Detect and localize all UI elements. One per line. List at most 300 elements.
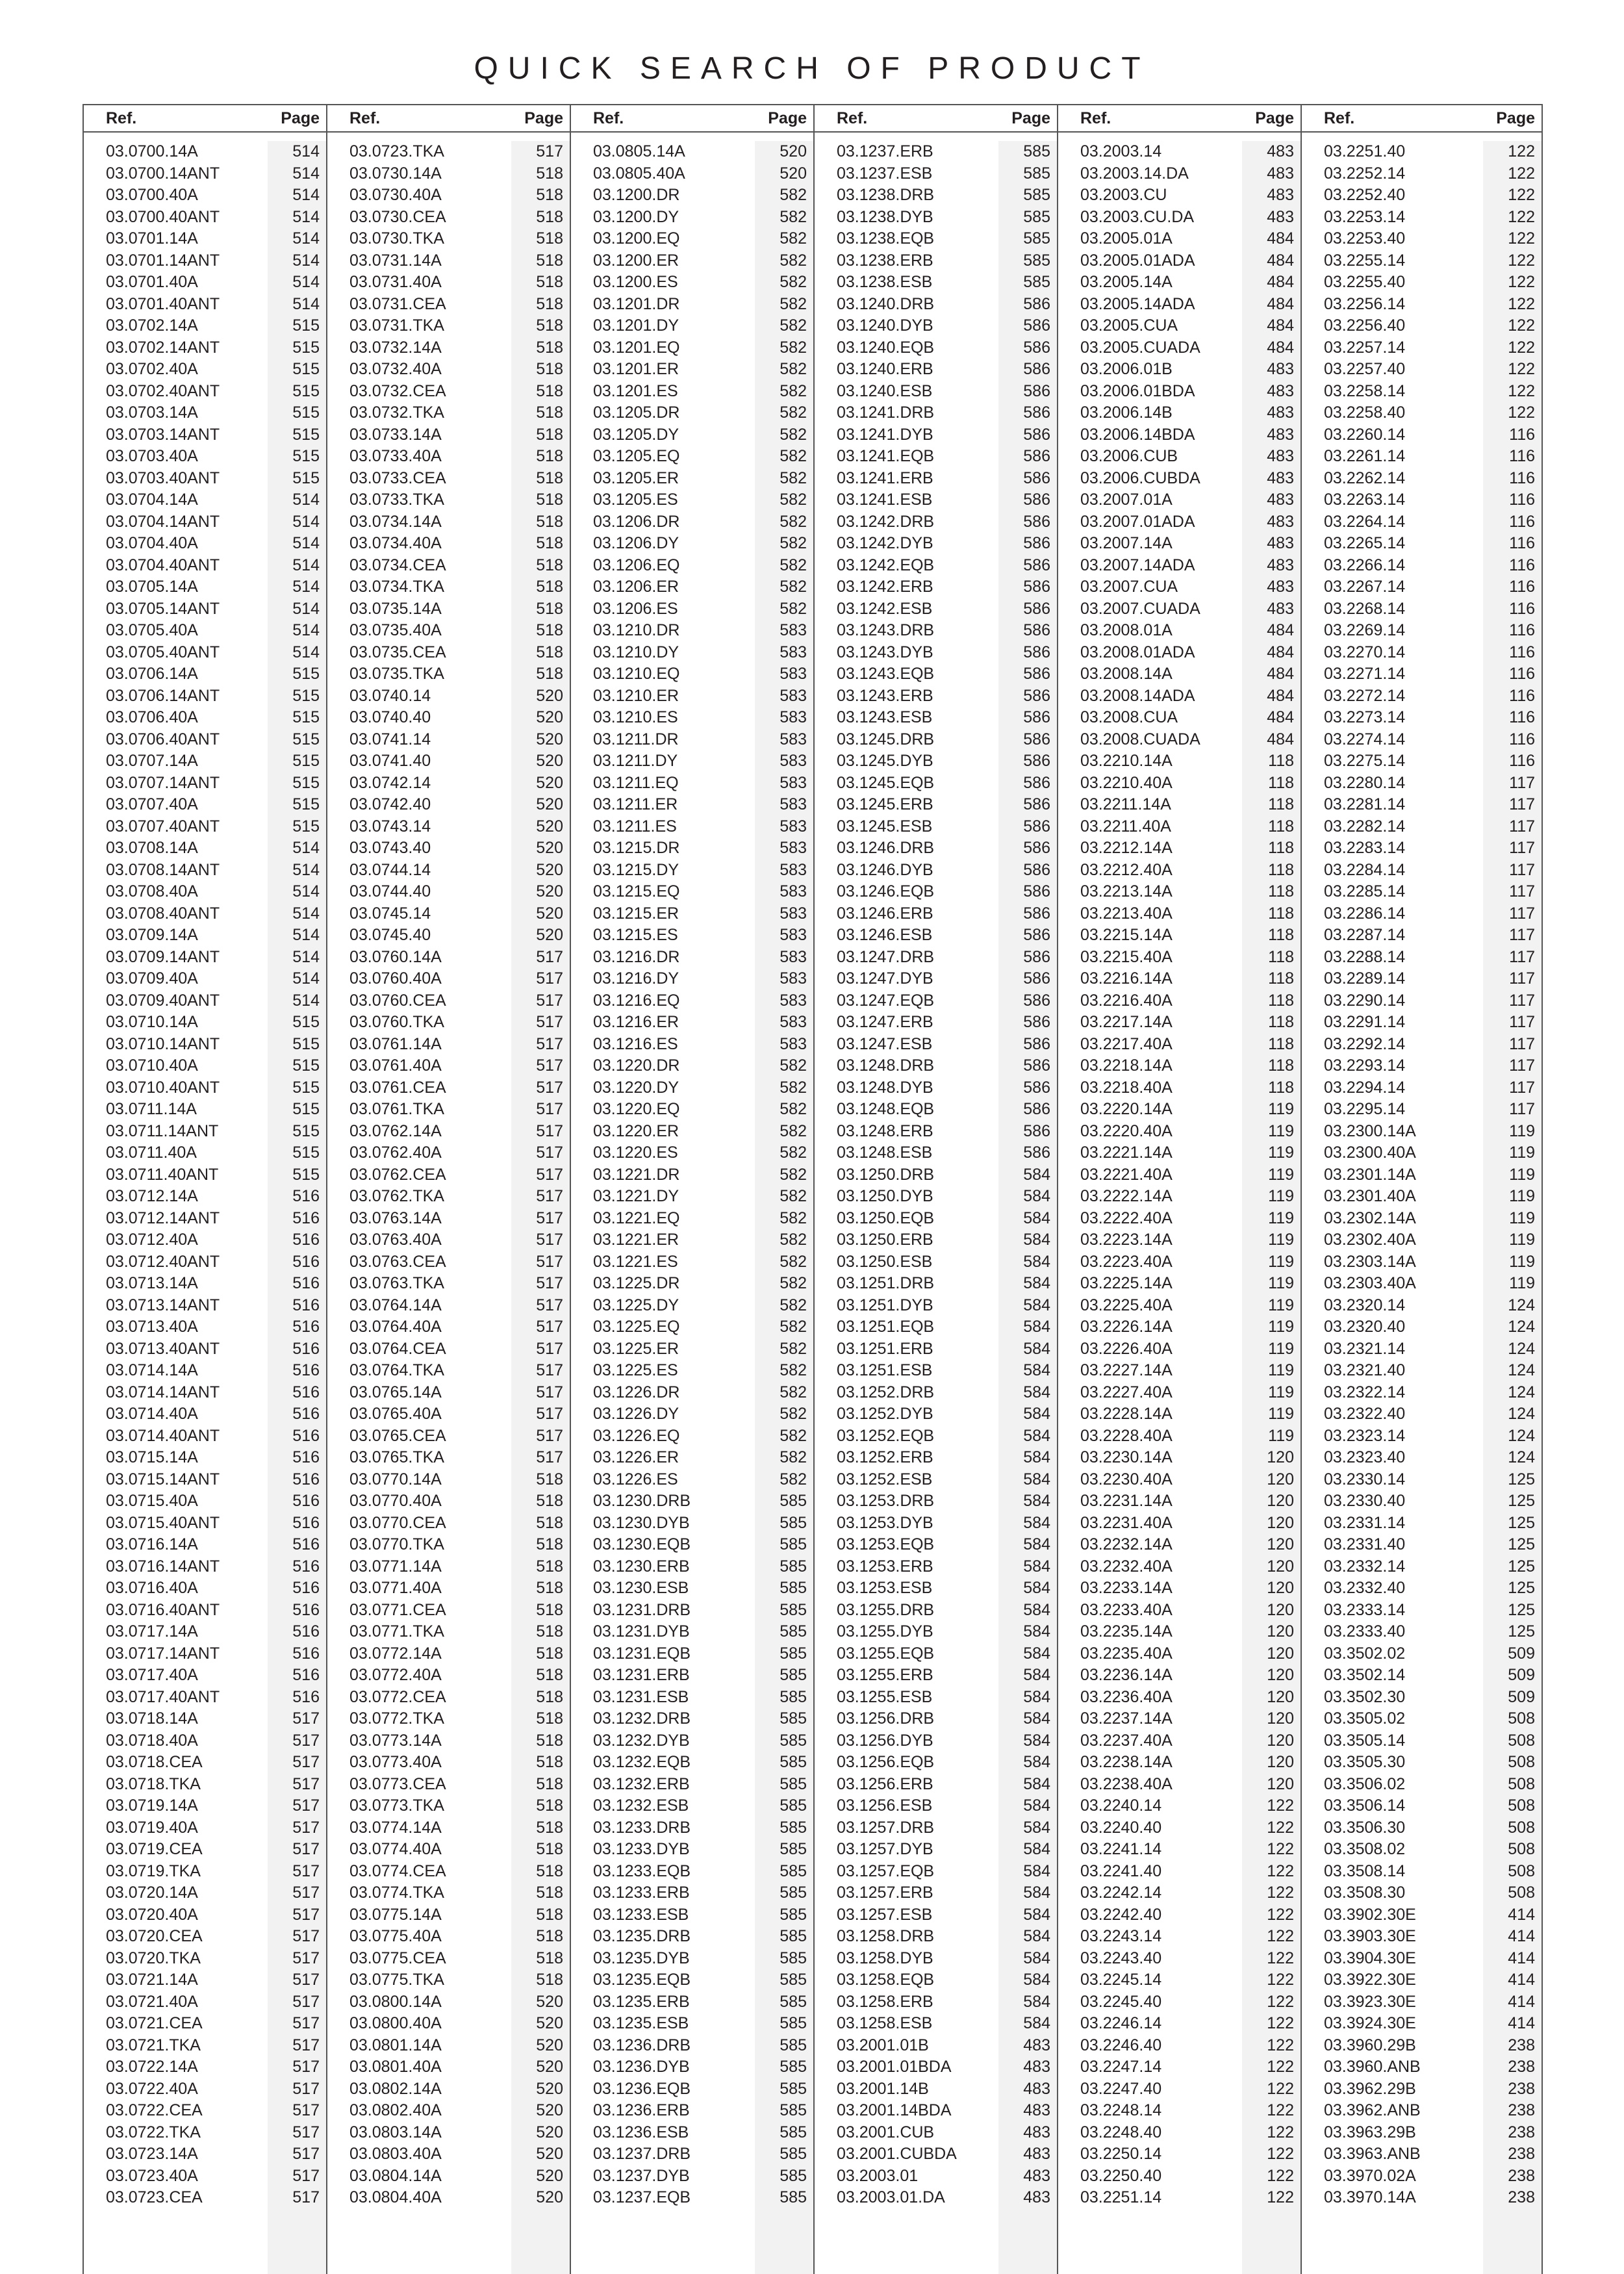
table-row <box>1058 642 1300 664</box>
table-row <box>571 750 813 773</box>
table-row <box>327 272 570 294</box>
ref-cell: 03.0712.40ANT <box>106 1252 220 1271</box>
table-row <box>571 1969 813 1991</box>
table-row <box>1058 1469 1300 1491</box>
page-cell: 483 <box>1023 2036 1050 2054</box>
ref-cell: 03.1201.DR <box>593 294 680 313</box>
table-row <box>84 620 326 642</box>
page-cell: 514 <box>292 251 320 270</box>
page-cell: 518 <box>536 1818 563 1837</box>
ref-cell: 03.0716.40A <box>106 1579 198 1597</box>
page-cell: 483 <box>1267 381 1294 400</box>
table-row <box>815 816 1057 838</box>
table-row <box>815 1469 1057 1491</box>
page-cell: 515 <box>292 686 320 705</box>
ref-cell: 03.0772.TKA <box>349 1709 444 1728</box>
table-row <box>571 1600 813 1622</box>
ref-cell: 03.0707.14ANT <box>106 773 220 792</box>
page-cell: 517 <box>292 2058 320 2076</box>
table-row <box>1058 359 1300 381</box>
ref-cell: 03.0722.14A <box>106 2058 198 2076</box>
table-row <box>1302 2187 1542 2209</box>
table-row <box>571 1208 813 1230</box>
page-cell: 517 <box>292 2188 320 2206</box>
page-cell: 585 <box>780 1948 807 1967</box>
table-row <box>1058 1164 1300 1186</box>
ref-cell: 03.0770.CEA <box>349 1513 446 1532</box>
ref-cell: 03.0722.TKA <box>106 2123 201 2141</box>
ref-cell: 03.1210.ER <box>593 686 679 705</box>
ref-cell: 03.0714.40A <box>106 1405 198 1423</box>
table-row <box>327 1991 570 2013</box>
table-row <box>84 1077 326 1099</box>
ref-cell: 03.0760.TKA <box>349 1013 444 1031</box>
table-row <box>84 1403 326 1425</box>
ref-cell: 03.1240.DYB <box>837 316 933 335</box>
ref-cell: 03.2232.14A <box>1080 1535 1173 1553</box>
table-row <box>571 207 813 229</box>
page-cell: 583 <box>780 773 807 792</box>
ref-cell: 03.2260.14 <box>1324 425 1406 444</box>
page-cell: 517 <box>292 1840 320 1858</box>
ref-cell: 03.0762.14A <box>349 1121 442 1140</box>
page-cell: 122 <box>1267 1905 1294 1924</box>
page-cell: 583 <box>780 882 807 901</box>
page-cell: 517 <box>292 1731 320 1750</box>
page-cell: 584 <box>1023 1774 1050 1793</box>
page-cell: 515 <box>292 1100 320 1118</box>
page-cell: 586 <box>1023 556 1050 574</box>
ref-cell: 03.0733.TKA <box>349 491 444 509</box>
table-row <box>327 1077 570 1099</box>
page-cell: 517 <box>536 991 563 1010</box>
page-cell: 582 <box>780 1274 807 1292</box>
table-row <box>1302 1926 1542 1948</box>
table-row <box>327 555 570 577</box>
table-row <box>84 750 326 773</box>
page-cell: 520 <box>536 2188 563 2206</box>
ref-cell: 03.2266.14 <box>1324 556 1406 574</box>
page-cell: 483 <box>1023 2079 1050 2098</box>
ref-cell: 03.2221.14A <box>1080 1143 1173 1162</box>
page-cell: 119 <box>1268 1405 1294 1423</box>
page-cell: 117 <box>1509 904 1535 923</box>
ref-cell: 03.1221.DR <box>593 1165 680 1184</box>
table-row <box>571 381 813 403</box>
table-row <box>327 294 570 316</box>
page-cell: 122 <box>1508 142 1535 160</box>
page-cell: 484 <box>1267 730 1294 748</box>
page-cell: 120 <box>1267 1731 1294 1750</box>
page-cell: 583 <box>780 1034 807 1053</box>
table-row <box>327 1164 570 1186</box>
page-cell: 516 <box>292 1296 320 1314</box>
ref-cell: 03.2227.40A <box>1080 1383 1173 1401</box>
ref-cell: 03.1245.ERB <box>837 795 933 813</box>
page-cell: 518 <box>536 1861 563 1880</box>
ref-cell: 03.2255.40 <box>1324 273 1406 291</box>
ref-cell: 03.1250.DRB <box>837 1165 935 1184</box>
ref-cell: 03.0700.40A <box>106 186 198 204</box>
page-cell: 122 <box>1267 2166 1294 2185</box>
ref-cell: 03.2006.14B <box>1080 403 1173 422</box>
ref-cell: 03.1230.ESB <box>593 1579 689 1597</box>
ref-cell: 03.0719.CEA <box>106 1840 203 1858</box>
page-cell: 516 <box>292 1252 320 1271</box>
ref-cell: 03.2226.14A <box>1080 1318 1173 1336</box>
page-cell: 518 <box>536 425 563 444</box>
table-row <box>571 1534 813 1556</box>
ref-cell: 03.0721.CEA <box>106 2014 203 2032</box>
ref-header: Ref. <box>837 109 868 127</box>
page-cell: 586 <box>1023 534 1050 552</box>
page-cell: 582 <box>780 1339 807 1358</box>
page-cell: 514 <box>292 839 320 857</box>
table-row <box>84 1882 326 1904</box>
ref-cell: 03.0710.14ANT <box>106 1034 220 1053</box>
ref-cell: 03.0719.TKA <box>106 1861 201 1880</box>
table-row <box>84 1142 326 1164</box>
page-cell: 584 <box>1023 1274 1050 1292</box>
table-row <box>84 1251 326 1273</box>
table-row <box>571 163 813 185</box>
table-row <box>571 533 813 555</box>
ref-cell: 03.0773.40A <box>349 1753 442 1771</box>
table-row <box>1058 468 1300 490</box>
ref-cell: 03.0765.40A <box>349 1405 442 1423</box>
table-row <box>84 1969 326 1991</box>
table-row <box>327 947 570 969</box>
page-cell: 117 <box>1509 773 1535 792</box>
ref-cell: 03.2300.40A <box>1324 1143 1416 1162</box>
table-row <box>1058 729 1300 751</box>
ref-cell: 03.0805.40A <box>593 164 685 183</box>
ref-cell: 03.3508.14 <box>1324 1861 1406 1880</box>
table-row <box>1302 620 1542 642</box>
ref-cell: 03.0709.14A <box>106 926 198 944</box>
page-cell: 118 <box>1268 795 1294 813</box>
page-cell: 516 <box>292 1231 320 1249</box>
page-cell: 514 <box>292 969 320 988</box>
page-cell: 518 <box>536 229 563 248</box>
page-cell: 122 <box>1267 1971 1294 1989</box>
table-row <box>815 1730 1057 1752</box>
table-row <box>327 685 570 708</box>
table-row <box>571 1991 813 2013</box>
table-row <box>571 1795 813 1817</box>
table-row <box>815 1012 1057 1034</box>
page-cell: 124 <box>1508 1426 1535 1445</box>
table-row <box>571 1338 813 1361</box>
ref-cell: 03.0735.14A <box>349 599 442 618</box>
table-row <box>571 1164 813 1186</box>
table-row <box>327 750 570 773</box>
ref-cell: 03.0713.40ANT <box>106 1339 220 1358</box>
ref-cell: 03.0734.40A <box>349 534 442 552</box>
page-cell: 584 <box>1023 1557 1050 1576</box>
ref-cell: 03.0801.14A <box>349 2036 442 2054</box>
page-cell: 483 <box>1267 534 1294 552</box>
table-row <box>1302 1360 1542 1382</box>
page-cell: 518 <box>536 621 563 639</box>
table-row <box>1058 185 1300 207</box>
ref-cell: 03.1200.EQ <box>593 229 680 248</box>
page-cell: 484 <box>1267 686 1294 705</box>
table-row <box>327 1795 570 1817</box>
page-cell: 585 <box>1023 229 1050 248</box>
table-row <box>1302 1338 1542 1361</box>
ref-cell: 03.1256.ESB <box>837 1796 933 1815</box>
ref-cell: 03.2275.14 <box>1324 752 1406 770</box>
ref-cell: 03.2232.40A <box>1080 1557 1173 1576</box>
ref-cell: 03.0772.CEA <box>349 1687 446 1706</box>
page-cell: 516 <box>292 1687 320 1706</box>
page-cell: 120 <box>1267 1687 1294 1706</box>
table-row <box>84 729 326 751</box>
page-cell: 483 <box>1267 186 1294 204</box>
table-row <box>84 533 326 555</box>
ref-cell: 03.2287.14 <box>1324 926 1406 944</box>
table-row <box>1058 228 1300 250</box>
ref-cell: 03.1221.DY <box>593 1187 679 1205</box>
table-row <box>571 1316 813 1338</box>
page-cell: 414 <box>1508 1905 1535 1924</box>
page-cell: 520 <box>536 904 563 923</box>
ref-cell: 03.1251.DYB <box>837 1296 933 1314</box>
page-cell: 586 <box>1023 991 1050 1010</box>
table-row <box>571 1948 813 1970</box>
page-cell: 116 <box>1509 512 1535 531</box>
ref-cell: 03.2333.40 <box>1324 1622 1406 1641</box>
table-row <box>1058 1316 1300 1338</box>
ref-cell: 03.2292.14 <box>1324 1034 1406 1053</box>
ref-cell: 03.1230.DYB <box>593 1513 690 1532</box>
table-row <box>571 1077 813 1099</box>
page-cell: 122 <box>1267 2101 1294 2119</box>
page-cell: 483 <box>1267 556 1294 574</box>
ref-cell: 03.0723.40A <box>106 2166 198 2185</box>
ref-cell: 03.2227.14A <box>1080 1361 1173 1379</box>
page-cell: 518 <box>536 1948 563 1967</box>
ref-cell: 03.2302.14A <box>1324 1208 1416 1227</box>
page-cell: 124 <box>1508 1296 1535 1314</box>
table-row <box>327 185 570 207</box>
ref-cell: 03.3506.30 <box>1324 1818 1406 1837</box>
table-row <box>327 141 570 163</box>
page-cell: 238 <box>1508 2188 1535 2206</box>
page-cell: 119 <box>1268 1165 1294 1184</box>
table-row <box>84 1839 326 1861</box>
table-row <box>1058 2078 1300 2101</box>
page-cell: 520 <box>536 2166 563 2185</box>
ref-cell: 03.0745.14 <box>349 904 431 923</box>
page-cell: 517 <box>292 2166 320 2185</box>
table-row <box>815 315 1057 337</box>
ref-cell: 03.1257.DYB <box>837 1840 933 1858</box>
page-cell: 586 <box>1023 795 1050 813</box>
table-row <box>1058 968 1300 990</box>
page-cell: 584 <box>1023 1361 1050 1379</box>
ref-cell: 03.0775.14A <box>349 1905 442 1924</box>
table-row <box>84 1121 326 1143</box>
page-cell: 518 <box>536 491 563 509</box>
ref-cell: 03.2005.CUA <box>1080 316 1178 335</box>
ref-cell: 03.2245.40 <box>1080 1992 1162 2011</box>
page-cell: 520 <box>536 2036 563 2054</box>
ref-cell: 03.0705.40ANT <box>106 643 220 661</box>
page-cell: 122 <box>1267 1948 1294 1967</box>
ref-cell: 03.2213.14A <box>1080 882 1173 901</box>
page-cell: 582 <box>780 1078 807 1097</box>
table-row <box>1302 2100 1542 2122</box>
table-row <box>815 1534 1057 1556</box>
ref-cell: 03.2001.CUBDA <box>837 2145 957 2163</box>
page-cell: 586 <box>1023 1034 1050 1053</box>
page-cell: 583 <box>780 839 807 857</box>
ref-cell: 03.0719.40A <box>106 1818 198 1837</box>
table-row <box>571 794 813 816</box>
ref-cell: 03.1200.ER <box>593 251 679 270</box>
page-cell: 116 <box>1509 556 1535 574</box>
page-cell: 584 <box>1023 1731 1050 1750</box>
ref-cell: 03.1206.DY <box>593 534 679 552</box>
ref-cell: 03.0760.40A <box>349 969 442 988</box>
ref-cell: 03.2008.CUA <box>1080 708 1178 726</box>
table-row <box>84 359 326 381</box>
page-cell: 582 <box>780 360 807 378</box>
page-cell: 584 <box>1023 1405 1050 1423</box>
ref-cell: 03.0701.40A <box>106 273 198 291</box>
page-cell: 508 <box>1508 1861 1535 1880</box>
ref-cell: 03.0720.14A <box>106 1884 198 1902</box>
table-row <box>571 489 813 511</box>
page-cell: 515 <box>292 338 320 357</box>
page-cell: 516 <box>292 1644 320 1663</box>
page-cell: 122 <box>1267 2014 1294 2032</box>
table-row <box>1058 1774 1300 1796</box>
page-cell: 118 <box>1268 860 1294 879</box>
ref-cell: 03.0742.14 <box>349 773 431 792</box>
page-cell: 119 <box>1268 1339 1294 1358</box>
ref-cell: 03.2217.40A <box>1080 1034 1173 1053</box>
ref-cell: 03.1250.DYB <box>837 1187 933 1205</box>
ref-cell: 03.2211.14A <box>1080 795 1171 813</box>
table-row <box>571 1730 813 1752</box>
table-row <box>571 1513 813 1535</box>
page-cell: 584 <box>1023 1318 1050 1336</box>
table-row <box>84 1665 326 1687</box>
ref-cell: 03.0711.40A <box>106 1143 197 1162</box>
table-row <box>1058 1882 1300 1904</box>
table-row <box>1058 1447 1300 1469</box>
page-cell: 584 <box>1023 1383 1050 1401</box>
ref-cell: 03.2235.14A <box>1080 1622 1173 1641</box>
table-row <box>815 1556 1057 1578</box>
page-cell: 518 <box>536 1644 563 1663</box>
page-cell: 120 <box>1267 1470 1294 1488</box>
page-cell: 586 <box>1023 643 1050 661</box>
table-row <box>327 2187 570 2209</box>
page-cell: 518 <box>536 1971 563 1989</box>
ref-cell: 03.1242.DRB <box>837 512 935 531</box>
page-cell: 120 <box>1267 1557 1294 1576</box>
table-row <box>1302 228 1542 250</box>
page-cell: 582 <box>780 381 807 400</box>
ref-cell: 03.0730.TKA <box>349 229 444 248</box>
ref-cell: 03.0734.TKA <box>349 578 444 596</box>
table-row <box>84 1730 326 1752</box>
page-cell: 585 <box>1023 186 1050 204</box>
page-cell: 117 <box>1509 817 1535 836</box>
page-cell: 520 <box>536 730 563 748</box>
table-row <box>84 1208 326 1230</box>
table-row <box>815 598 1057 620</box>
page-cell: 516 <box>292 1666 320 1684</box>
page-cell: 585 <box>780 2166 807 2185</box>
ref-cell: 03.1233.DYB <box>593 1840 690 1858</box>
table-row <box>815 337 1057 359</box>
table-row <box>327 228 570 250</box>
table-row <box>571 294 813 316</box>
ref-cell: 03.1205.ER <box>593 468 679 487</box>
ref-cell: 03.1247.DRB <box>837 947 935 966</box>
table-row <box>327 1208 570 1230</box>
ref-cell: 03.2301.14A <box>1324 1165 1416 1184</box>
page-cell: 517 <box>292 1774 320 1793</box>
ref-cell: 03.1256.ERB <box>837 1774 933 1793</box>
ref-cell: 03.1237.ESB <box>837 164 933 183</box>
table-row <box>84 468 326 490</box>
ref-cell: 03.0721.40A <box>106 1992 198 2011</box>
table-row <box>815 1991 1057 2013</box>
ref-cell: 03.0730.14A <box>349 164 442 183</box>
ref-cell: 03.0772.40A <box>349 1666 442 1684</box>
ref-cell: 03.3508.02 <box>1324 1840 1406 1858</box>
table-row <box>571 272 813 294</box>
page-cell: 118 <box>1268 947 1294 966</box>
ref-cell: 03.0701.40ANT <box>106 294 220 313</box>
ref-cell: 03.0802.40A <box>349 2101 442 2119</box>
ref-cell: 03.0706.40ANT <box>106 730 220 748</box>
page-cell: 120 <box>1267 1666 1294 1684</box>
page-cell: 520 <box>536 2145 563 2163</box>
table-row <box>1302 272 1542 294</box>
table-row <box>571 729 813 751</box>
ref-cell: 03.1243.EQB <box>837 665 935 683</box>
ref-cell: 03.2211.40A <box>1080 817 1171 836</box>
table-row <box>1302 773 1542 795</box>
table-row <box>84 1164 326 1186</box>
ref-cell: 03.0771.40A <box>349 1579 442 1597</box>
page-cell: 586 <box>1023 969 1050 988</box>
ref-cell: 03.2261.14 <box>1324 447 1406 465</box>
table-row <box>84 228 326 250</box>
ref-cell: 03.1250.ESB <box>837 1252 933 1271</box>
page-cell: 125 <box>1508 1579 1535 1597</box>
ref-cell: 03.1205.EQ <box>593 447 680 465</box>
page-cell: 520 <box>536 926 563 944</box>
page-cell: 515 <box>292 1056 320 1075</box>
ref-cell: 03.2330.40 <box>1324 1492 1406 1510</box>
page-cell: 414 <box>1508 1927 1535 1945</box>
ref-cell: 03.2236.14A <box>1080 1666 1173 1684</box>
table-row <box>84 163 326 185</box>
ref-cell: 03.0704.14ANT <box>106 512 220 531</box>
ref-cell: 03.0744.14 <box>349 860 431 879</box>
ref-cell: 03.1238.DYB <box>837 207 933 226</box>
table-row <box>1302 1904 1542 1926</box>
table-row <box>327 1316 570 1338</box>
